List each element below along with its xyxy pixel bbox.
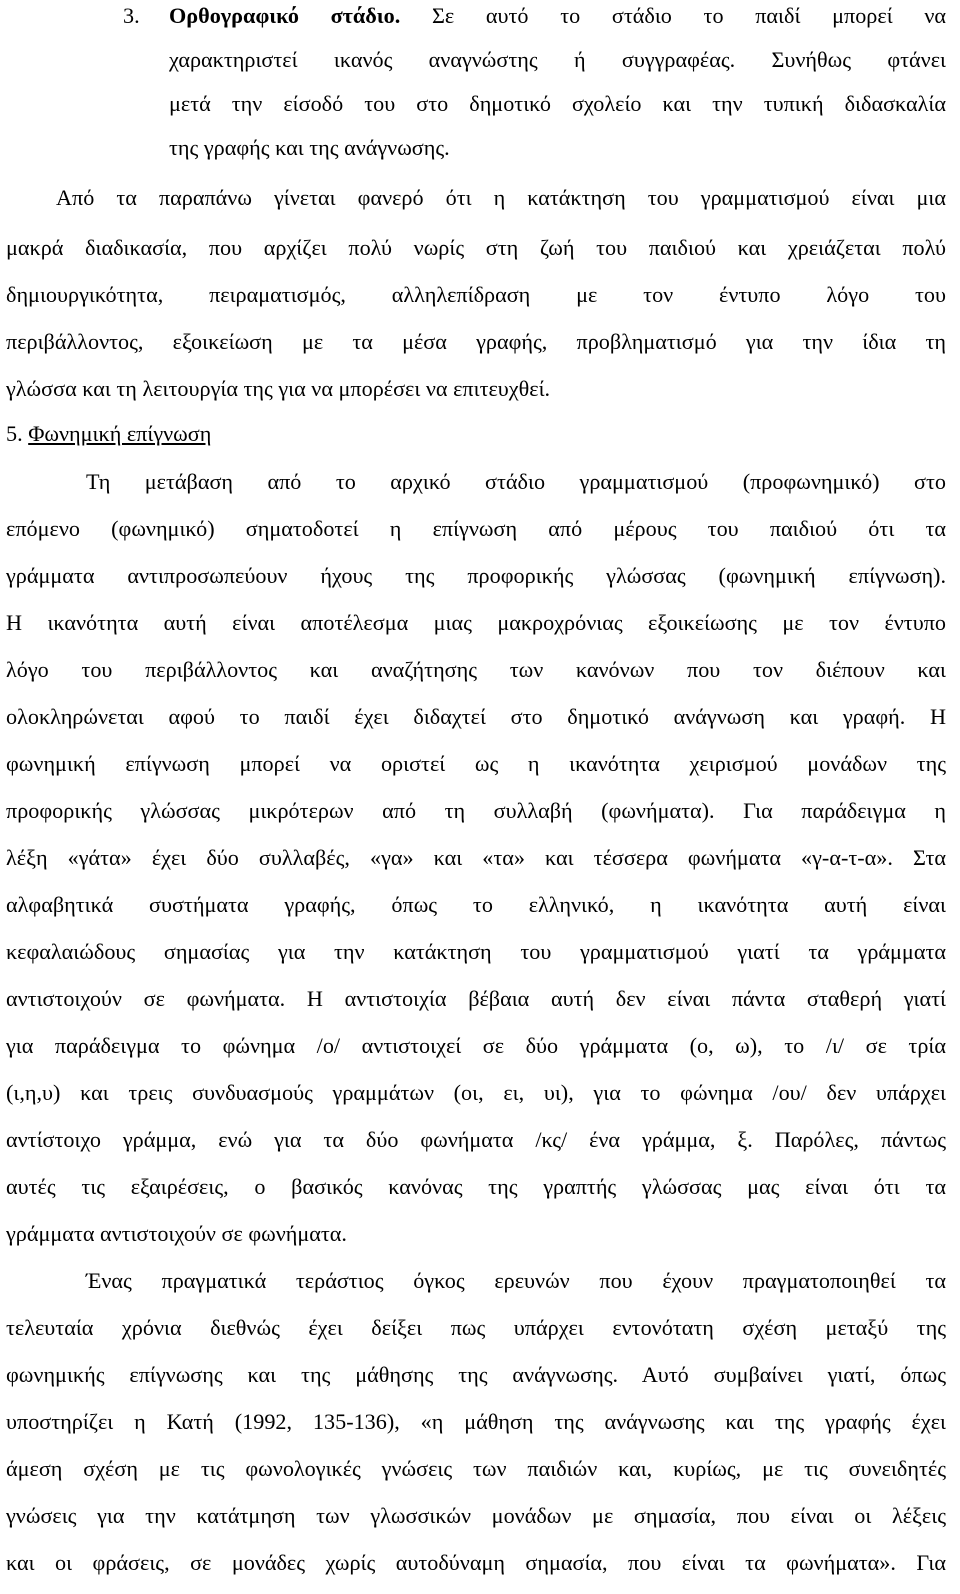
paragraph-line: μακρά διαδικασία, που αρχίζει πολύ νωρίς στη ζωή του παιδιού και χρειάζεται πολύ [6, 235, 946, 260]
paragraph-line: προφορικής γλώσσας μικρότερων από τη συλλαβή (φωνήματα). Για παράδειγμα η [6, 798, 946, 823]
paragraph-line: Η ικανότητα αυτή είναι αποτέλεσμα μιας μακροχρόνιας εξοικείωσης με τον έντυπο [6, 610, 946, 635]
list-item-3-line-3: μετά την είσοδό του στο δημοτικό σχολείο και την τυπική διδασκαλία [169, 91, 946, 116]
paragraph-line: ολοκληρώνεται αφού το παιδί έχει διδαχτεί στο δημοτικό ανάγνωση και γραφή. Η [6, 704, 946, 729]
paragraph-line: φωνημικής επίγνωσης και της μάθησης της ανάγνωσης. Αυτό συμβαίνει γιατί, όπως [6, 1362, 946, 1387]
section-heading [6, 419, 946, 449]
paragraph-line: υποστηρίζει η Κατή (1992, 135-136), «η μάθηση της ανάγνωσης και της γραφής έχει [6, 1409, 946, 1434]
paragraph-line: (ι,η,υ) και τρεις συνδυασμούς γραμμάτων (οι, ει, υι), για το φώνημα /ου/ δεν υπάρχει [6, 1080, 946, 1105]
paragraph-line: άμεση σχέση με τις φωνολογικές γνώσεις των παιδιών και, κυρίως, με τις συνειδητές [6, 1456, 946, 1481]
paragraph-line: αντίστοιχο γράμμα, ενώ για τα δύο φωνήματα /κς/ ένα γράμμα, ξ. Παρόλες, πάντως [6, 1127, 946, 1152]
paragraph-line: γράμματα αντιπροσωπεύουν ήχους της προφορικής γλώσσας (φωνημική επίγνωση). [6, 563, 946, 588]
paragraph-line: αυτές τις εξαιρέσεις, ο βασικός κανόνας της γραπτής γλώσσας μας είναι ότι τα [6, 1174, 946, 1199]
list-item-text: Σε αυτό το στάδιο το παιδί μπορεί να [432, 3, 946, 28]
paragraph-line: Από τα παραπάνω γίνεται φανερό ότι η κατάκτηση του γραμματισμού είναι μια [56, 185, 946, 210]
paragraph-line: αλφαβητικά συστήματα γραφής, όπως το ελληνικό, η ικανότητα αυτή είναι [6, 892, 946, 917]
paragraph-line: περιβάλλοντος, εξοικείωση με τα μέσα γραφής, προβληματισμό για την ίδια τη [6, 329, 946, 354]
paragraph-line: λόγο του περιβάλλοντος και αναζήτησης των κανόνων που τον διέπουν και [6, 657, 946, 682]
paragraph-line: γράμματα αντιστοιχούν σε φωνήματα. [6, 1221, 347, 1246]
paragraph-line: τελευταία χρόνια διεθνώς έχει δείξει πως υπάρχει εντονότατη σχέση μεταξύ της [6, 1315, 946, 1340]
paragraph-line: λέξη «γάτα» έχει δύο συλλαβές, «γα» και «τα» και τέσσερα φωνήματα «γ-α-τ-α». Στα [6, 845, 946, 870]
paragraph-line: και οι φράσεις, σε μονάδες χωρίς αυτοδύναμη σημασία, που είναι τα φωνήματα». Για [6, 1550, 946, 1575]
list-item-3-line-2: χαρακτηριστεί ικανός αναγνώστης ή συγγραφέας. Συνήθως φτάνει [169, 47, 946, 72]
paragraph-line: Τη μετάβαση από το αρχικό στάδιο γραμματισμού (προφωνημικό) στο [86, 469, 946, 494]
section-number: 5. [6, 421, 23, 446]
paragraph-line: γνώσεις για την κατάτμηση των γλωσσικών μονάδων με σημασία, που είναι οι λέξεις [6, 1503, 946, 1528]
list-item-heading: Ορθογραφικό στάδιο. [169, 3, 401, 28]
list-number: 3. [123, 3, 140, 28]
paragraph-line: δημιουργικότητα, πειραματισμός, αλληλεπίδραση με τον έντυπο λόγο του [6, 282, 946, 307]
paragraph-line: αντιστοιχούν σε φωνήματα. Η αντιστοιχία βέβαια αυτή δεν είναι πάντα σταθερή γιατί [6, 986, 946, 1011]
list-item-3-line-4: της γραφής και της ανάγνωσης. [169, 135, 450, 160]
list-item-3-line-1 [123, 1, 946, 31]
paragraph-line: για παράδειγμα το φώνημα /ο/ αντιστοιχεί σε δύο γράμματα (ο, ω), το /ι/ σε τρία [6, 1033, 946, 1058]
paragraph-line: κεφαλαιώδους σημασίας για την κατάκτηση του γραμματισμού γιατί τα γράμματα [6, 939, 946, 964]
paragraph-line: γλώσσα και τη λειτουργία της για να μπορέσει να επιτευχθεί. [6, 376, 551, 401]
paragraph-line: επόμενο (φωνημικό) σηματοδοτεί η επίγνωση από μέρους του παιδιού ότι τα [6, 516, 946, 541]
paragraph-line: Ένας πραγματικά τεράστιος όγκος ερευνών που έχουν πραγματοποιηθεί τα [86, 1268, 946, 1293]
section-title: Φωνημική επίγνωση [28, 421, 212, 446]
paragraph-line: φωνημική επίγνωση μπορεί να οριστεί ως η ικανότητα χειρισμού μονάδων της [6, 751, 946, 776]
